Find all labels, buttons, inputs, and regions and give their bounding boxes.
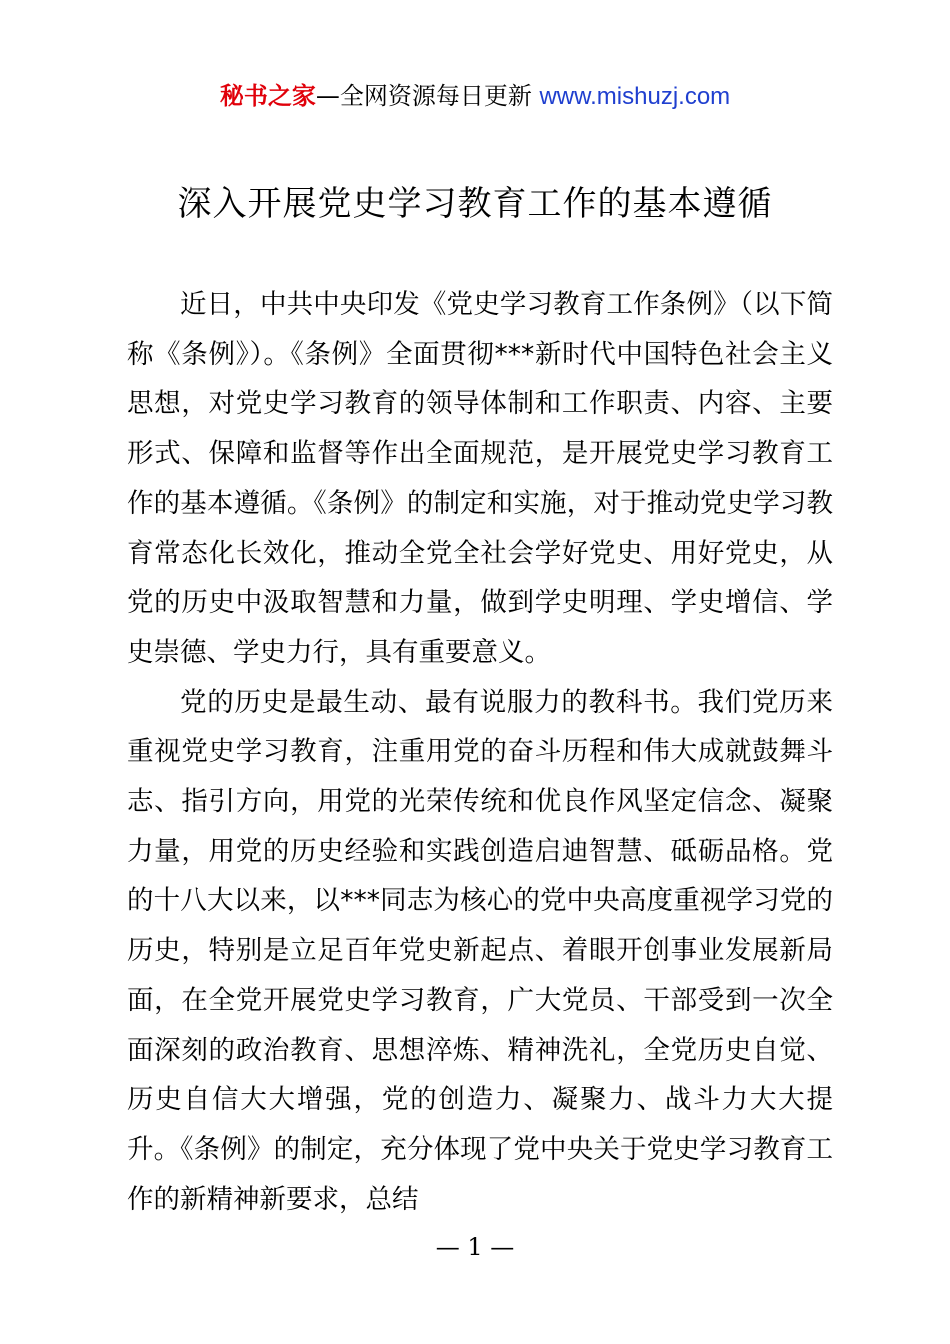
header-tagline: —全网资源每日更新 [315,82,532,110]
site-header [0,80,950,113]
body-paragraph: 党的历史是最生动、最有说服力的教科书。我们党历来重视党史学习教育，注重用党的奋斗历程和伟大成就鼓舞斗志、指引方向，用党的光荣传统和优良作风坚定信念、凝聚力量，用党的历史经验和实践创造启迪智慧、砥砺品格。党的十八大以来，以***同志为核心的党中央高度重视学习党的历史，特别是立足百年党史新起点、着眼开创事业发展新局面，在全党开展党史学习教育，广大党员、干部受到一次全面深刻的政治教育、思想淬炼、精神洗礼，全党历史自觉、历史自信大大增强，党的创造力、凝聚力、战斗力大大提升。《条例》的制定，充分体现了党中央关于党史学习教育工作的新精神新要求，总结 [127,686,833,1215]
document-title: 深入开展党史学习教育工作的基本遵循 [177,184,773,224]
brand-name: 秘书之家 [219,82,316,110]
site-url-link[interactable]: www.mishuzj.com [539,83,731,110]
page-number: — 1 — [435,1233,515,1261]
document-body [127,280,833,1224]
body-paragraph: 近日，中共中央印发《党史学习教育工作条例》（以下简称《条例》）。《条例》全面贯彻***新时代中国特色社会主义思想，对党史学习教育的领导体制和工作职责、内容、主要形式、保障和监督等作出全面规范，是开展党史学习教育工作的基本遵循。《条例》的制定和实施，对于推动党史学习教育常态化长效化，推动全党全社会学好党史、用好党史，从党的历史中汲取智慧和力量，做到学史明理、学史增信、学史崇德、学史力行，具有重要意义。 [127,289,833,668]
